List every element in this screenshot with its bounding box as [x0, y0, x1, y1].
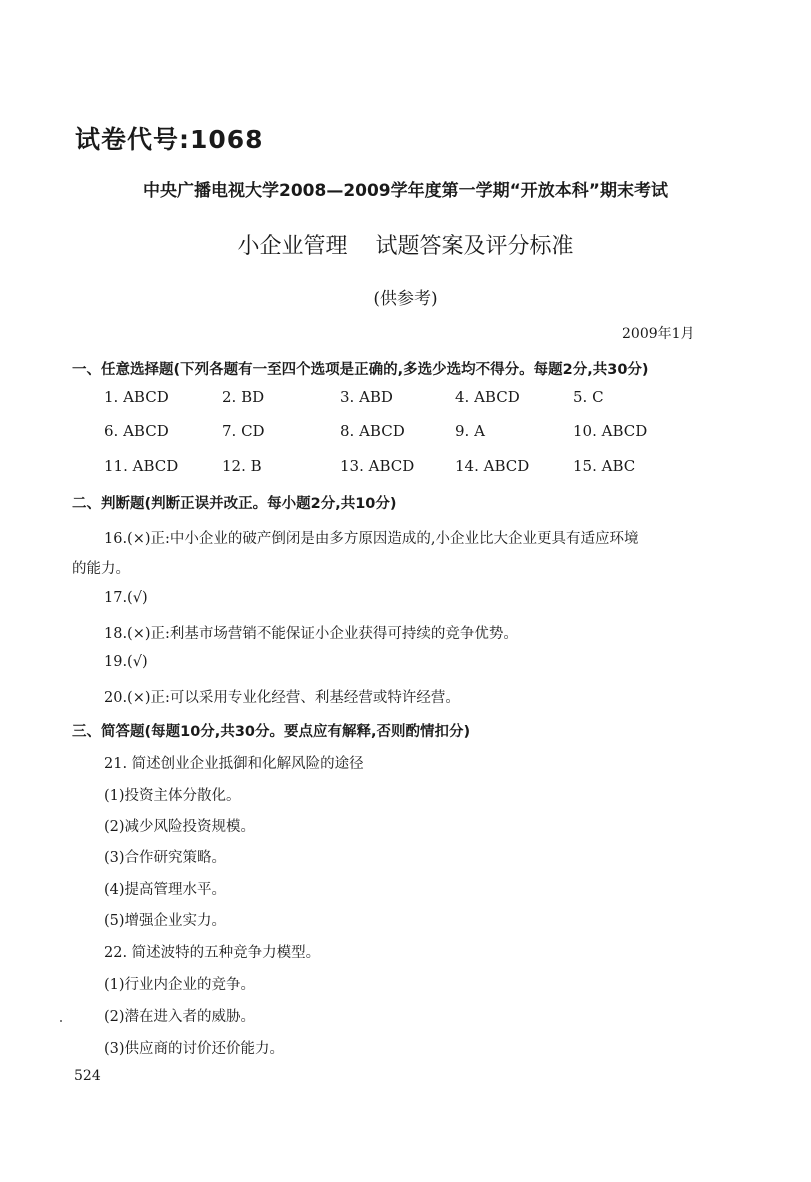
- short-answer-question: 22. 简述波特的五种竞争力模型。: [104, 945, 321, 961]
- short-answer-point: (2)减少风险投资规模。: [104, 819, 256, 835]
- short-answer-question: 21. 简述创业企业抵御和化解风险的途径: [104, 756, 364, 772]
- short-answer-point: (3)合作研究策略。: [104, 850, 227, 866]
- page-number: 524: [74, 1068, 101, 1084]
- answer-item: 9. A: [455, 422, 485, 440]
- subject-title: [0, 229, 811, 260]
- judgment-item: 16.(×)正:中小企业的破产倒闭是由多方原因造成的,小企业比大企业更具有适应环境: [104, 531, 639, 547]
- answer-item: 12. B: [222, 457, 262, 475]
- short-answer-point: (5)增强企业实力。: [104, 913, 227, 929]
- answer-item: 2. BD: [222, 388, 265, 406]
- answer-item: 14. ABCD: [455, 457, 530, 475]
- answer-item: 10. ABCD: [573, 422, 648, 440]
- short-answer-point: (4)提高管理水平。: [104, 882, 227, 898]
- answer-item: 3. ABD: [340, 388, 393, 406]
- answer-item: 13. ABCD: [340, 457, 415, 475]
- paper-code: 试卷代号:1068: [75, 125, 264, 154]
- answer-item: 5. C: [573, 388, 604, 406]
- exam-date: 2009年1月: [622, 326, 695, 342]
- answer-item: 7. CD: [222, 422, 265, 440]
- short-answer-point: (1)行业内企业的竞争。: [104, 977, 256, 993]
- judgment-item: 20.(×)正:可以采用专业化经营、利基经营或特许经营。: [104, 690, 460, 706]
- answer-item: 6. ABCD: [104, 422, 169, 440]
- judgment-item-continuation: 的能力。: [72, 561, 130, 577]
- scan-speck: [60, 1020, 62, 1022]
- judgment-item: 19.(√): [104, 654, 148, 670]
- answer-item: 8. ABCD: [340, 422, 405, 440]
- section3-heading: 三、简答题(每题10分,共30分。要点应有解释,否则酌情扣分): [72, 724, 471, 740]
- short-answer-point: (3)供应商的讨价还价能力。: [104, 1041, 285, 1057]
- exam-title: 中央广播电视大学2008—2009学年度第一学期“开放本科”期末考试: [143, 181, 668, 201]
- answer-item: 4. ABCD: [455, 388, 520, 406]
- answer-item: 11. ABCD: [104, 457, 179, 475]
- short-answer-point: (1)投资主体分散化。: [104, 788, 241, 804]
- judgment-item: 17.(√): [104, 590, 148, 606]
- answer-subtitle: 试题答案及评分标准: [375, 234, 574, 259]
- judgment-item: 18.(×)正:利基市场营销不能保证小企业获得可持续的竞争优势。: [104, 626, 518, 642]
- subject-name: 小企业管理: [237, 234, 348, 259]
- answer-item: 1. ABCD: [104, 388, 169, 406]
- short-answer-point: (2)潜在进入者的威胁。: [104, 1009, 256, 1025]
- answer-item: 15. ABC: [573, 457, 636, 475]
- reference-note: (供参考): [373, 289, 438, 309]
- section2-heading: 二、判断题(判断正误并改正。每小题2分,共10分): [72, 496, 397, 512]
- section1-heading: 一、任意选择题(下列各题有一至四个选项是正确的,多选少选均不得分。每题2分,共30分): [72, 362, 649, 378]
